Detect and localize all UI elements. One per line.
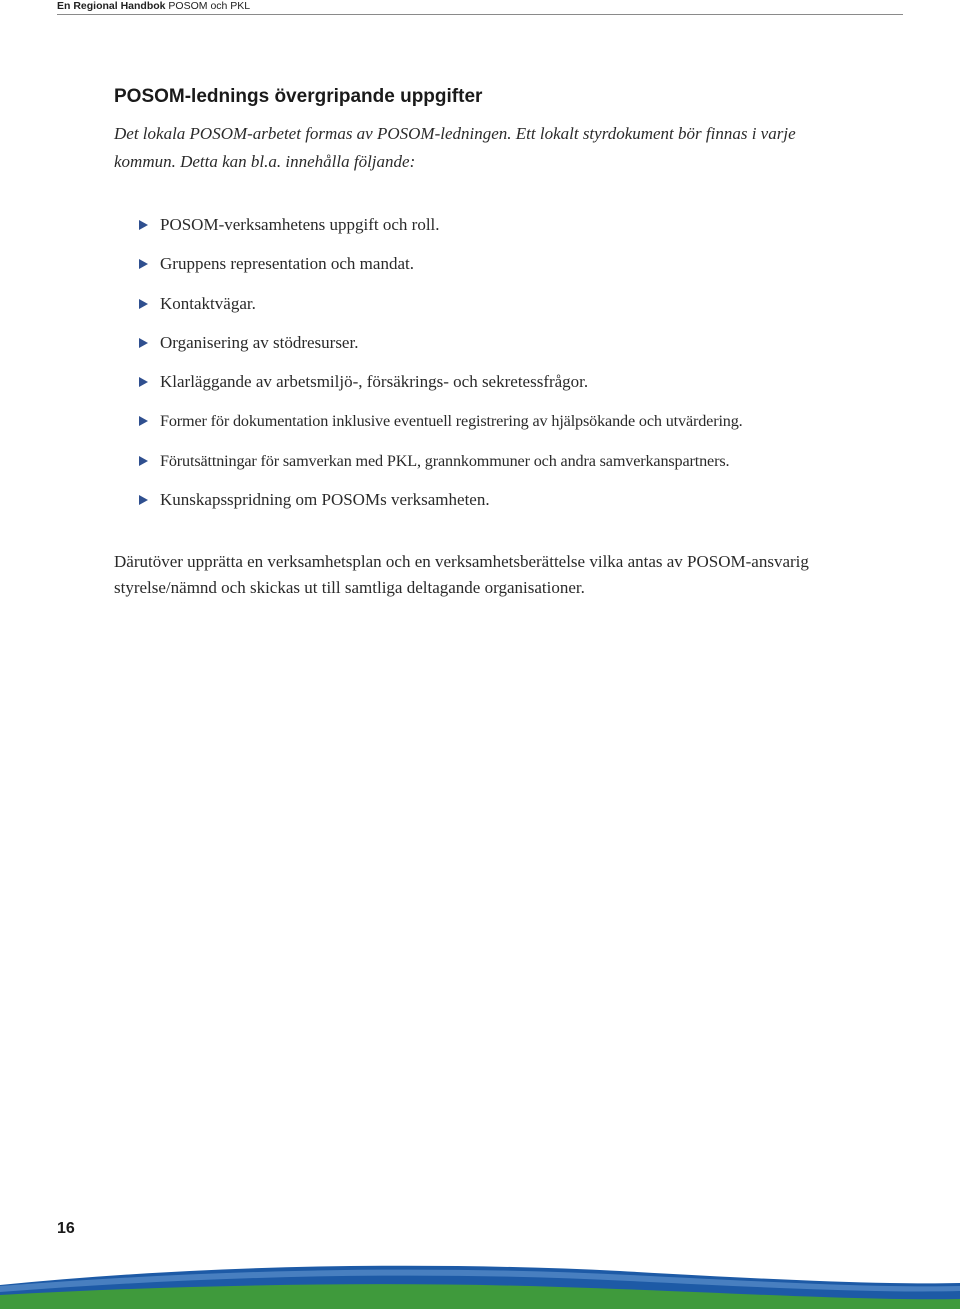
triangle-right-icon [139, 416, 148, 426]
running-header-title-rest: POSOM och PKL [165, 0, 251, 12]
list-item-text: Klarläggande av arbetsmiljö-, försäkrings- och sekretessfrågor. [160, 372, 589, 392]
triangle-right-icon [139, 338, 148, 348]
section-heading: POSOM-lednings övergripande uppgifter [114, 86, 483, 107]
intro-paragraph: Det lokala POSOM-arbetet formas av POSOM-ledningen. Ett lokalt styrdokument bör finnas i varje kommun. Detta kan bl.a. innehålla följande: [114, 124, 796, 171]
list-item [139, 406, 899, 445]
list-item [139, 249, 899, 288]
running-header-title-bold: En Regional Handbok [57, 0, 166, 12]
triangle-right-icon [139, 495, 148, 505]
list-item-text: Förutsättningar för samverkan med PKL, grannkommuner och andra samverkanspartners. [160, 451, 730, 470]
list-item [139, 289, 899, 328]
list-item-text: Kunskapsspridning om POSOMs verksamheten. [160, 490, 490, 510]
list-item [139, 328, 899, 367]
list-item-text: Gruppens representation och mandat. [160, 254, 414, 274]
triangle-right-icon [139, 456, 148, 466]
bullet-list [139, 210, 899, 524]
triangle-right-icon [139, 377, 148, 387]
list-item [139, 367, 899, 406]
footer-wave-graphic [0, 1255, 960, 1309]
triangle-right-icon [139, 220, 148, 230]
list-item-text: Former för dokumentation inklusive eventuell registrering av hjälpsökande och utvärdering. [160, 412, 743, 431]
closing-paragraph: Därutöver upprätta en verksamhetsplan och en verksamhetsberättelse vilka antas av POSOM-ansvarig styrelse/nämnd och skickas ut till samtliga deltagande organisationer. [114, 552, 809, 597]
running-header [57, 0, 903, 15]
list-item-text: Organisering av stödresurser. [160, 332, 359, 352]
triangle-right-icon [139, 259, 148, 269]
list-item [139, 485, 899, 524]
list-item-text: Kontaktvägar. [160, 293, 256, 313]
list-item [139, 210, 899, 249]
list-item-text: POSOM-verksamhetens uppgift och roll. [160, 215, 440, 234]
triangle-right-icon [139, 299, 148, 309]
list-item [139, 446, 899, 485]
page-number: 16 [57, 1220, 75, 1237]
